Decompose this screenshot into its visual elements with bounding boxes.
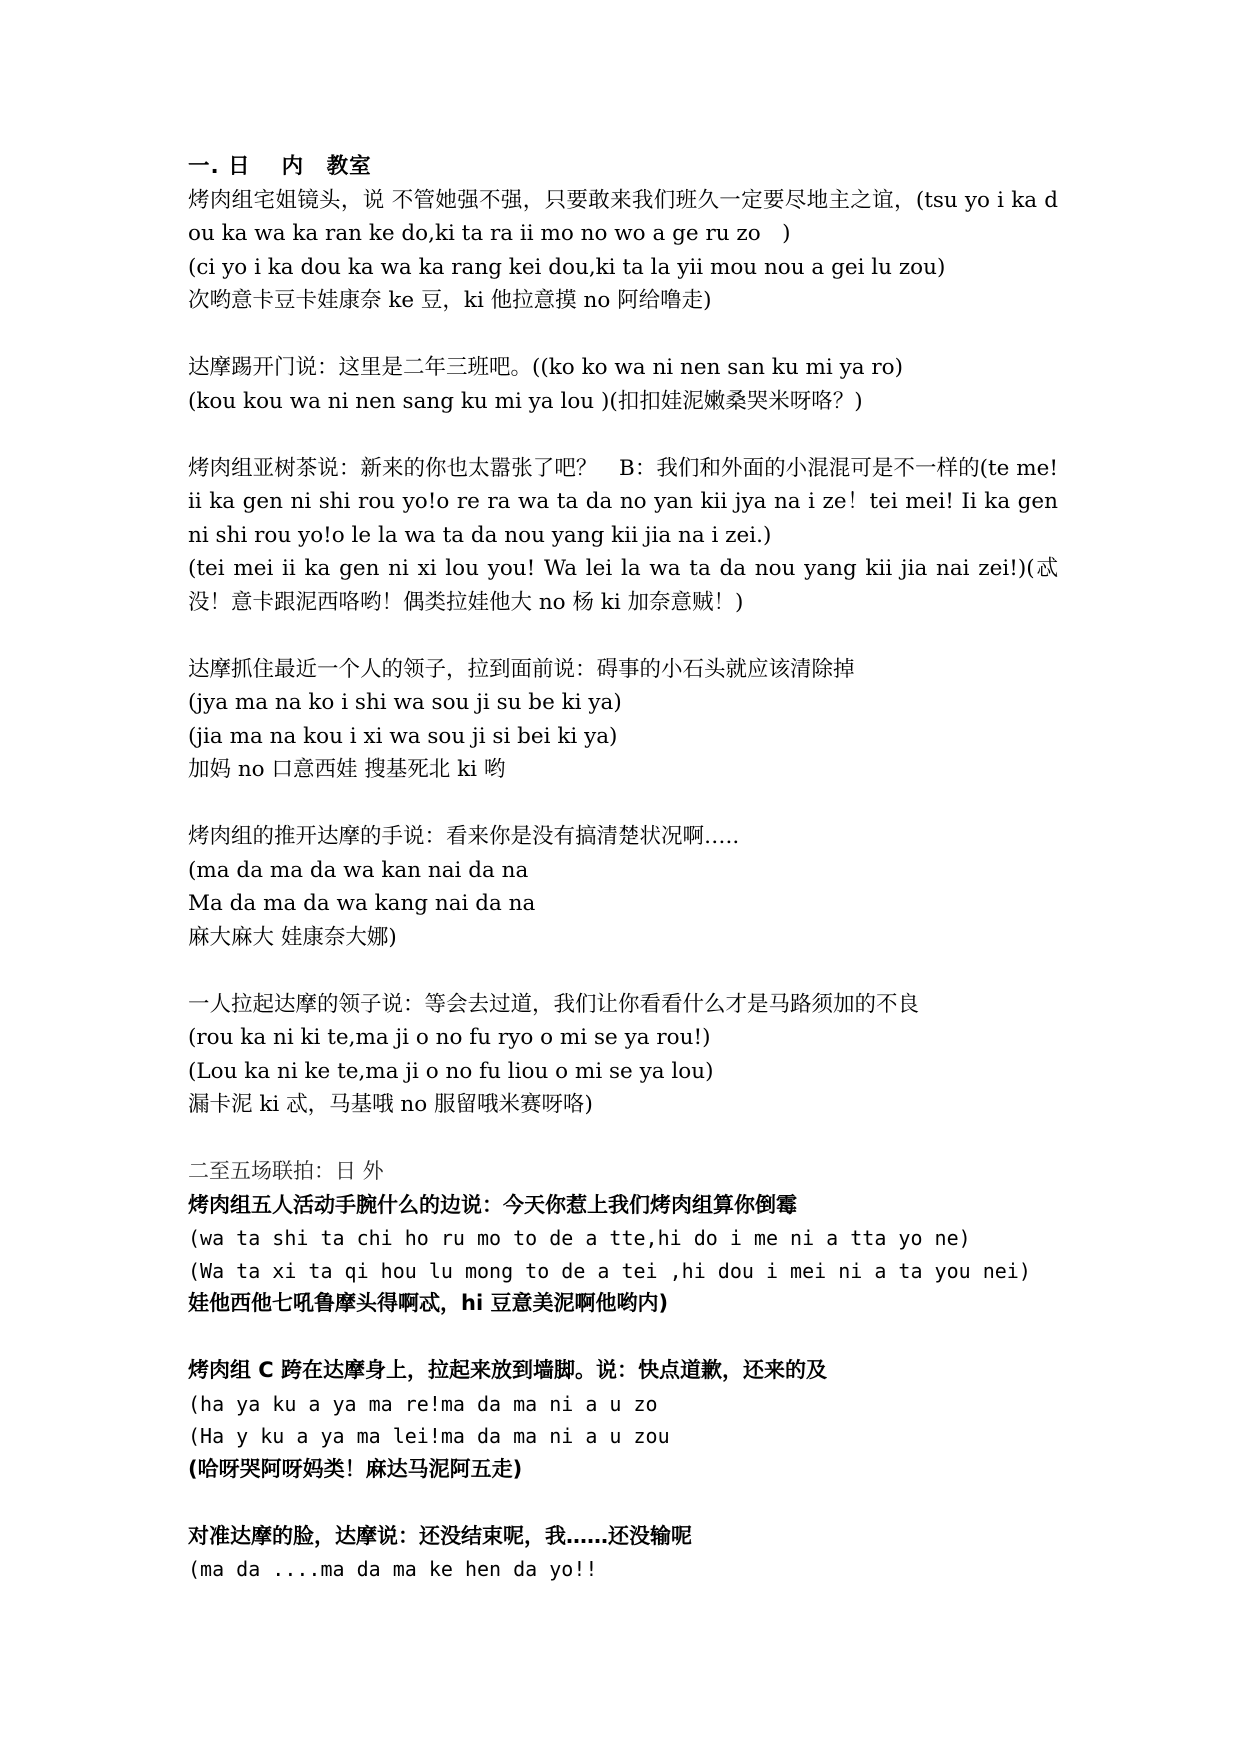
paragraph: 达摩抓住最近一个人的领子，拉到面前说：碍事的小石头就应该清除掉	[188, 656, 855, 682]
scene-2-block	[188, 1155, 1058, 1321]
paragraph: 烤肉组 C 跨在达摩身上，拉起来放到墙脚。说：快点道歉，还来的及	[188, 1358, 828, 1382]
paragraph: 烤肉组的推开达摩的手说：看来你是没有搞清楚状况啊…..	[188, 824, 740, 849]
dialogue-block	[188, 988, 1058, 1122]
paragraph: (jya ma na ko i shi wa sou ji su be ki ya)	[188, 690, 622, 715]
paragraph: 麻大麻大 娃康奈大娜)	[188, 924, 397, 950]
paragraph: 娃他西他七吼鲁摩头得啊忒，hi 豆意美泥啊他哟内)	[188, 1291, 669, 1315]
paragraph: (wa ta shi ta chi ho ru mo to de a tte,hi do i me ni a tta yo ne)	[188, 1226, 971, 1250]
paragraph: 烤肉组亚树茶说：新来的你也太嚣张了吧？ B：我们和外面的小混混可是不一样的(te me!ii ka gen ni shi rou yo!o re ra wa ta da no yan kii jya na i ze！tei mei! Ii ka gen ni shi rou yo!o le la wa ta da nou yang kii jia na i zei.)	[188, 455, 1065, 548]
paragraph: (Lou ka ni ke te,ma ji o no fu liou o mi se ya lou)	[188, 1058, 714, 1084]
paragraph: (rou ka ni ki te,ma ji o no fu ryo o mi se ya rou!)	[188, 1025, 711, 1050]
document-page	[188, 150, 1065, 1619]
paragraph: (kou kou wa ni nen sang ku mi ya lou )(扣扣娃泥嫩桑哭米呀咯？)	[188, 388, 863, 414]
paragraph: (Wa ta xi ta qi hou lu mong to de a tei ,hi dou i mei ni a ta you nei)	[188, 1258, 1031, 1283]
paragraph: (ha ya ku a ya ma re!ma da ma ni a u zo	[188, 1391, 658, 1416]
scene-heading: 一. 日 内 教室	[188, 154, 372, 179]
scene-1-block	[188, 150, 1058, 318]
paragraph: 烤肉组五人活动手腕什么的边说：今天你惹上我们烤肉组算你倒霉	[188, 1192, 797, 1217]
dialogue-block	[188, 1520, 1058, 1586]
dialogue-block	[188, 820, 1058, 954]
paragraph: 一人拉起达摩的领子说：等会去过道，我们让你看看什么才是马路须加的不良	[188, 991, 920, 1017]
paragraph: 加妈 no 口意西娃 搜基死北 ki 哟	[188, 757, 506, 782]
paragraph: (哈呀哭阿呀妈类！麻达马泥阿五走)	[188, 1456, 523, 1481]
paragraph: Ma da ma da wa kang nai da na	[188, 891, 536, 916]
dialogue-block	[188, 452, 1065, 620]
paragraph: (ci yo i ka dou ka wa ka rang kei dou,ki ta la yii mou nou a gei lu zou)	[188, 254, 946, 280]
paragraph: (Ha y ku a ya ma lei!ma da ma ni a u zou	[188, 1424, 670, 1448]
paragraph: (jia ma na kou i xi wa sou ji si bei ki ya)	[188, 723, 618, 749]
paragraph: 次哟意卡豆卡娃康奈 ke 豆，ki 他拉意摸 no 阿给噜走)	[188, 288, 712, 313]
paragraph: 达摩踢开门说：这里是二年三班吧。((ko ko wa ni nen san ku mi ya ro)	[188, 355, 904, 380]
dialogue-block	[188, 351, 1058, 418]
scene-heading: 二至五场联拍：日 外	[188, 1159, 384, 1183]
dialogue-block	[188, 653, 1058, 787]
dialogue-block	[188, 1354, 1058, 1486]
paragraph: (ma da ma da wa kan nai da na	[188, 857, 529, 883]
paragraph: 对准达摩的脸，达摩说：还没结束呢，我……还没输呢	[188, 1523, 692, 1548]
paragraph: (ma da ....ma da ma ke hen da yo!!	[188, 1557, 598, 1581]
paragraph: (tei mei ii ka gen ni xi lou you! Wa lei la wa ta da nou yang kii jia nai zei!)(忒没！意卡跟泥西咯哟！偶类拉娃他大 no 杨 ki 加奈意贼！)	[188, 556, 1058, 615]
paragraph: 烤肉组宅姐镜头，说 不管她强不强，只要敢来我们班久一定要尽地主之谊，(tsu yo i ka dou ka wa ka ran ke do,ki ta ra ii mo no wo a ge ru zo )	[188, 187, 1058, 246]
paragraph: 漏卡泥 ki 忒，马基哦 no 服留哦米赛呀咯)	[188, 1092, 593, 1117]
